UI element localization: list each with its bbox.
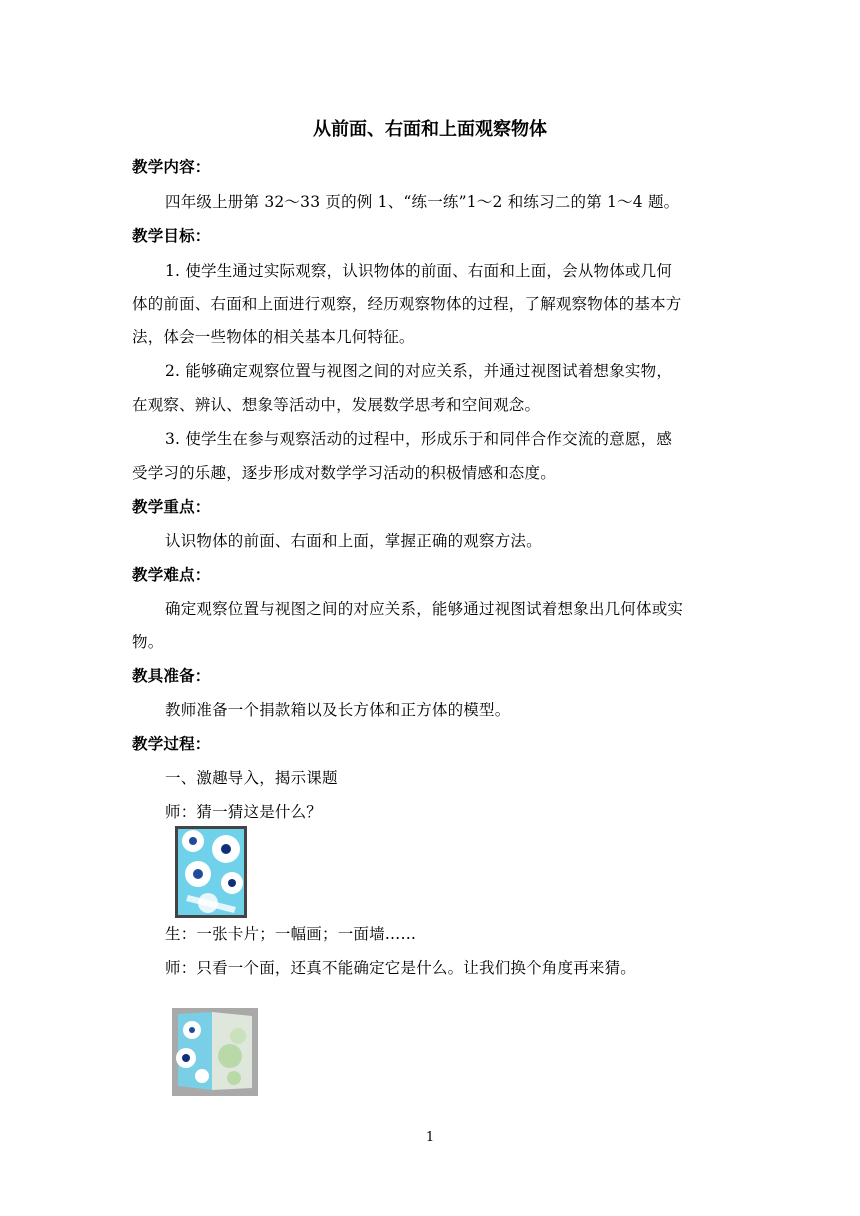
key-heading: 教学重点：	[132, 498, 211, 516]
difficulty-line1: 确定观察位置与视图之间的对应关系，能够通过视图试着想象出几何体或实	[165, 600, 684, 618]
goal2-line2: 在观察、辨认、想象等活动中，发展数学思考和空间观念。	[132, 396, 541, 414]
tools-text: 教师准备一个捐款箱以及长方体和正方体的模型。	[165, 701, 511, 719]
document-title: 从前面、右面和上面观察物体	[313, 119, 547, 140]
goal1-line2: 体的前面、右面和上面进行观察，经历观察物体的过程，了解观察物体的基本方	[132, 295, 682, 313]
teacher-question: 师：猜一猜这是什么？	[165, 803, 323, 821]
goal3-line2: 受学习的乐趣，逐步形成对数学学习活动的积极情感和态度。	[132, 464, 556, 482]
key-text: 认识物体的前面、右面和上面，掌握正确的观察方法。	[165, 532, 542, 550]
goal2-line1: 2. 能够确定观察位置与视图之间的对应关系，并通过视图试着想象实物，	[165, 362, 673, 380]
card-front-image	[175, 826, 247, 918]
goal1-line1: 1. 使学生通过实际观察，认识物体的前面、右面和上面，会从物体或几何	[165, 262, 673, 280]
process-heading: 教学过程：	[132, 735, 211, 753]
page-number: 1	[425, 1130, 435, 1145]
step1-text: 一、激趣导入，揭示课题	[165, 769, 338, 787]
goals-heading: 教学目标：	[132, 227, 211, 245]
box-3d-icon	[172, 1008, 258, 1096]
teacher-comment: 师：只看一个面，还真不能确定它是什么。让我们换个角度再来猜。	[165, 959, 637, 977]
tools-heading: 教具准备：	[132, 667, 211, 685]
student-answer: 生：一张卡片；一幅画；一面墙……	[165, 925, 417, 943]
donation-box-image	[172, 1008, 258, 1096]
flower-pattern-icon	[178, 829, 244, 915]
content-heading: 教学内容：	[132, 158, 211, 176]
difficulty-line2: 物。	[132, 633, 164, 651]
difficulty-heading: 教学难点：	[132, 566, 211, 584]
goal3-line1: 3. 使学生在参与观察活动的过程中，形成乐于和同伴合作交流的意愿，感	[165, 430, 673, 448]
goal1-line3: 法，体会一些物体的相关基本几何特征。	[132, 328, 415, 346]
content-text: 四年级上册第 32～33 页的例 1、“练一练”1～2 和练习二的第 1～4 题。	[165, 193, 680, 211]
